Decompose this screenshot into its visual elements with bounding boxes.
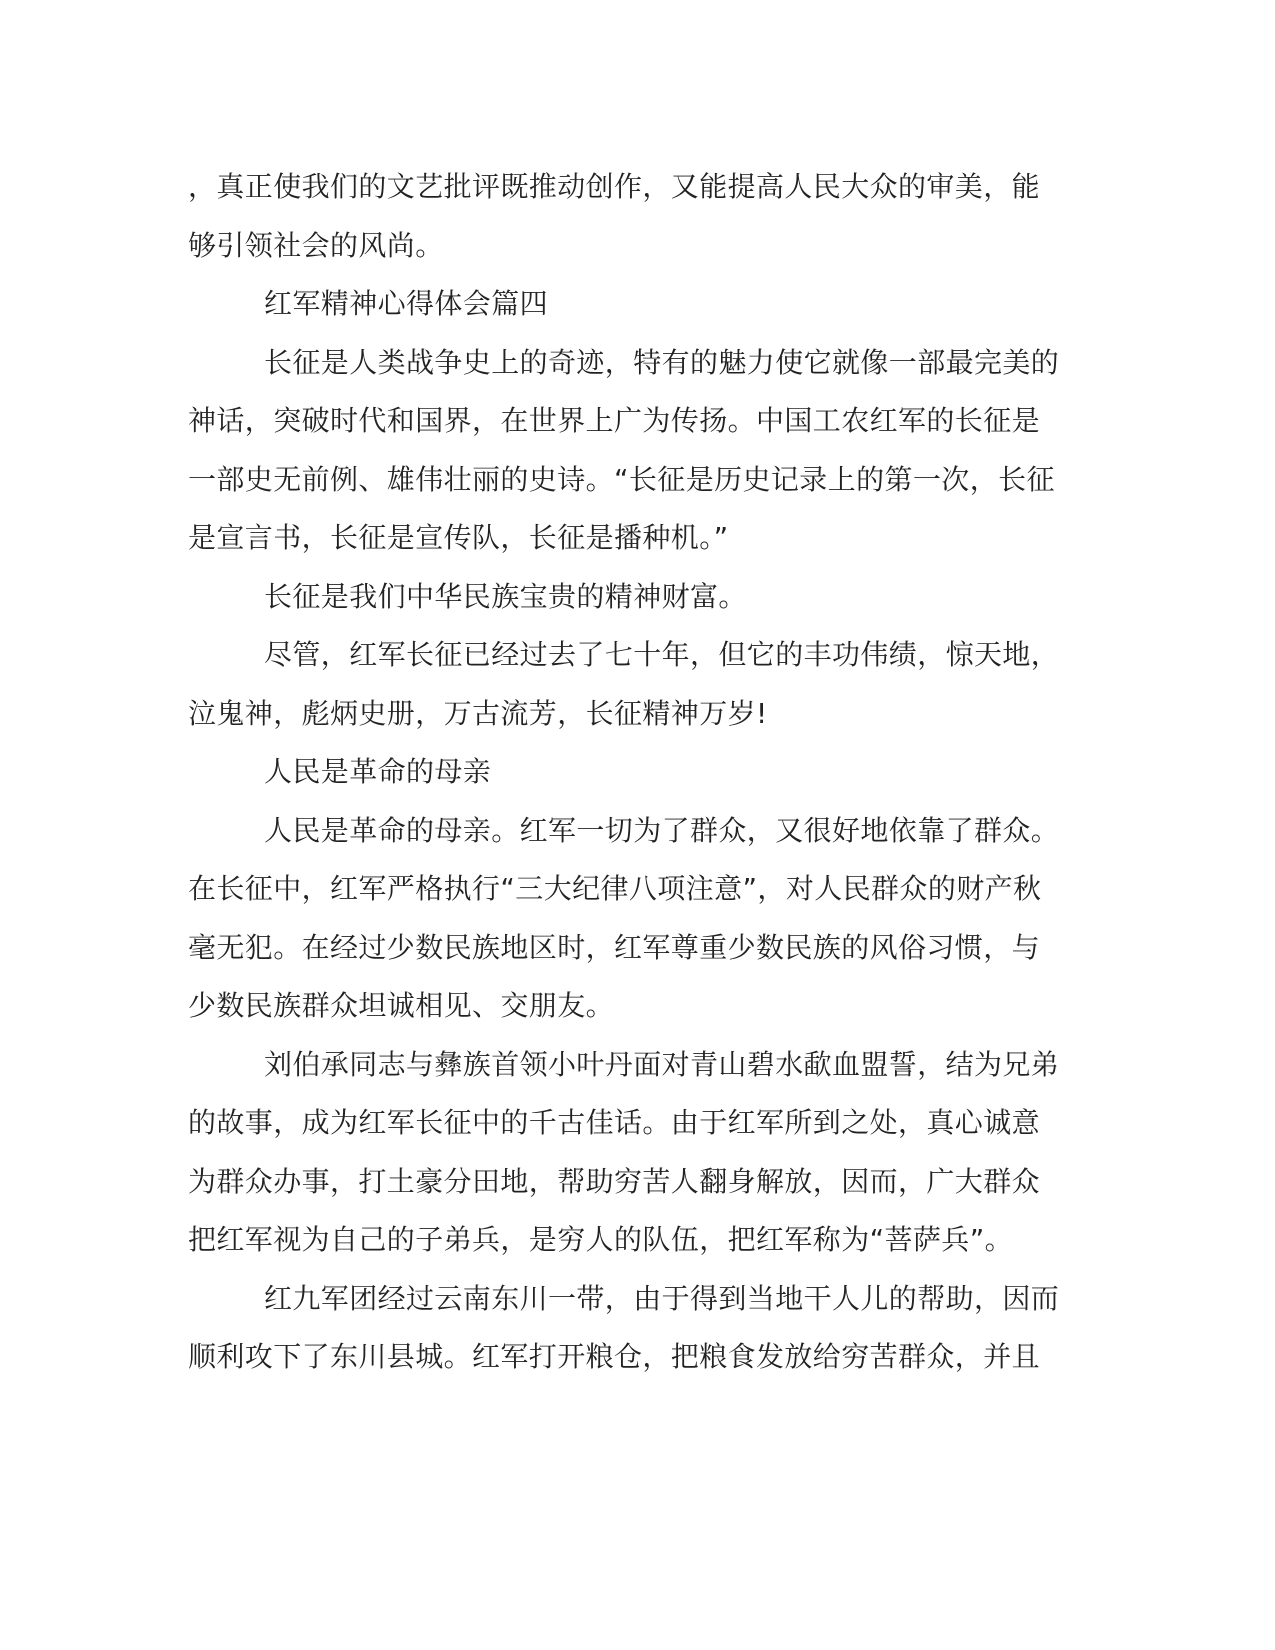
document-body: [188, 158, 1068, 1387]
paragraph-people-mother: 人民是革命的母亲。红军一切为了群众，又很好地依靠了群众。在长征中，红军严格执行“三大纪律八项注意”，对人民群众的财产秋毫无犯。在经过少数民族地区时，红军尊重少数民族的风俗习惯，与少数民族群众坦诚相见、交朋友。: [188, 813, 1060, 1022]
paragraph-ninth-corps: 红九军团经过云南东川一带，由于得到当地干人儿的帮助，因而顺利攻下了东川县城。红军打开粮仓，把粮食发放给穷苦群众，并且: [188, 1281, 1060, 1373]
subheading-people-mother: 人民是革命的母亲: [264, 755, 492, 788]
paragraph-liu-bocheng: 刘伯承同志与彝族首领小叶丹面对青山碧水歃血盟誓，结为兄弟的故事，成为红军长征中的千古佳话。由于红军所到之处，真心诚意为群众办事，打土豪分田地，帮助穷苦人翻身解放，因而，广大群众把红军视为自己的子弟兵，是穷人的队伍，把红军称为“菩萨兵”。: [188, 1047, 1060, 1256]
paragraph-spiritual-wealth: 长征是我们中华民族宝贵的精神财富。: [264, 579, 747, 613]
section-heading: 红军精神心得体会篇四: [264, 287, 549, 320]
paragraph-seventy-years: 尽管，红军长征已经过去了七十年，但它的丰功伟绩，惊天地，泣鬼神，彪炳史册，万古流芳，长征精神万岁!: [188, 638, 1060, 730]
paragraph-continuation: ，真正使我们的文艺批评既推动创作，又能提高人民大众的审美，能够引领社会的风尚。: [188, 170, 1041, 262]
paragraph-long-march-miracle: 长征是人类战争史上的奇迹，特有的魅力使它就像一部最完美的神话，突破时代和国界，在世界上广为传扬。中国工农红军的长征是一部史无前例、雄伟壮丽的史诗。“长征是历史记录上的第一次，长征是宣言书，长征是宣传队，长征是播种机。”: [188, 345, 1060, 554]
